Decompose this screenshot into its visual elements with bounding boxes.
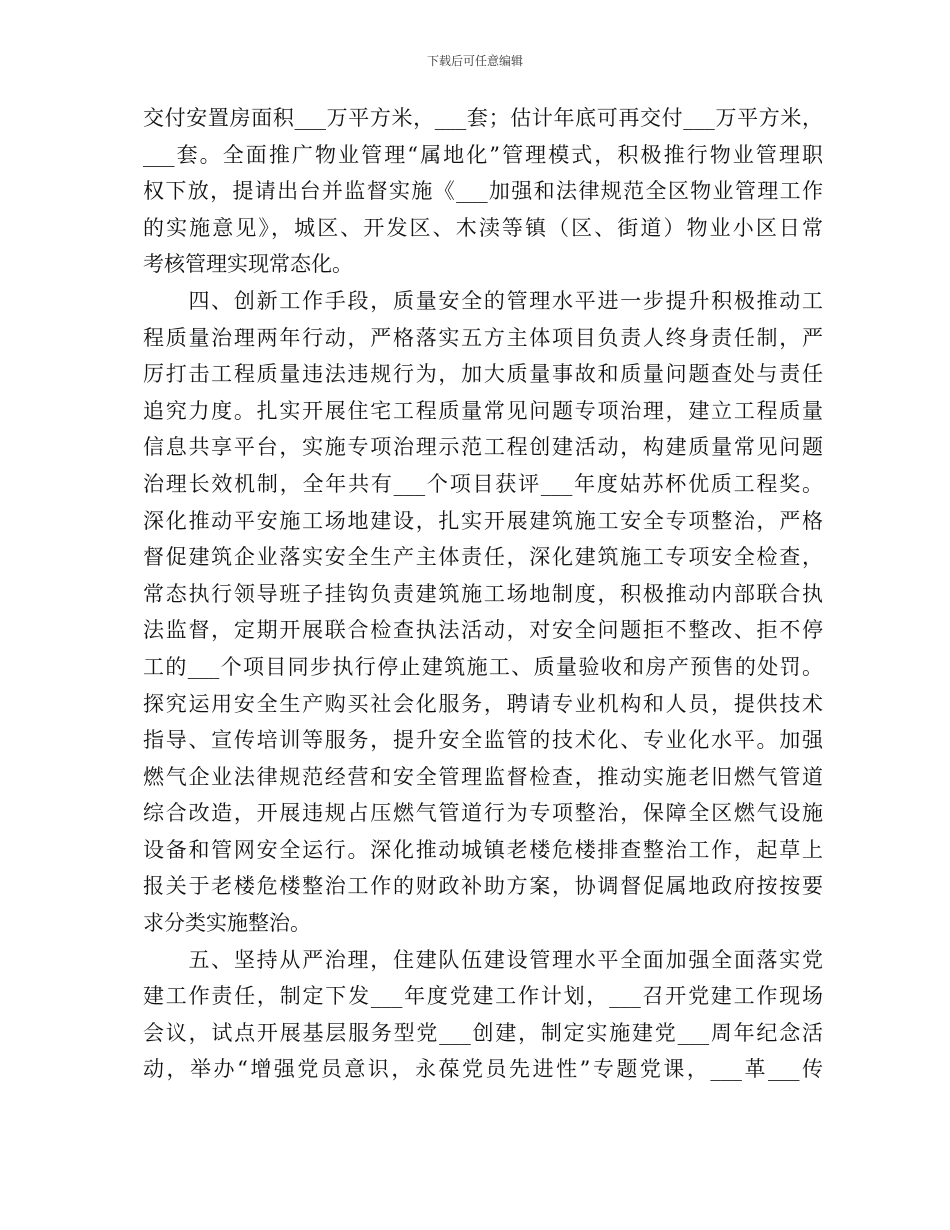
document-body: [143, 100, 823, 1088]
text-line: 燃气企业法律规范经营和安全管理监督检查，推动实施老旧燃气管道: [143, 764, 823, 789]
text-line: 指导、宣传培训等服务，提升安全监管的技术化、专业化水平。加强: [143, 728, 823, 753]
text-line: 常态执行领导班子挂钩负责建筑施工场地制度，积极推动内部联合执: [143, 581, 823, 606]
text-line: 厉打击工程质量违法违规行为，加大质量事故和质量问题查处与责任: [143, 362, 823, 387]
paragraph-2: [143, 283, 823, 942]
text-line: 会议，试点开展基层服务型党___创建，制定实施建党___周年纪念活: [143, 1020, 823, 1045]
text-line: 深化推动平安施工场地建设，扎实开展建筑施工安全专项整治，严格: [143, 508, 823, 533]
text-line: 建工作责任，制定下发___年度党建工作计划，___召开党建工作现场: [143, 984, 823, 1009]
text-line: 设备和管网安全运行。深化推动城镇老楼危楼排查整治工作，起草上: [143, 837, 823, 862]
text-line: 求分类实施整治。: [143, 911, 311, 936]
text-line: 工的___个项目同步执行停止建筑施工、质量验收和房产预售的处罚。: [143, 654, 823, 679]
text-line: 报关于老楼危楼整治工作的财政补助方案，协调督促属地政府按按要: [143, 874, 823, 899]
text-line: 信息共享平台，实施专项治理示范工程创建活动，构建质量常见问题: [143, 435, 823, 460]
text-line: 权下放，提请出台并监督实施《___加强和法律规范全区物业管理工作: [143, 179, 823, 204]
text-line: 四、创新工作手段，质量安全的管理水平进一步提升积极推动工: [143, 288, 823, 313]
text-line: 五、坚持从严治理，住建队伍建设管理水平全面加强全面落实党: [143, 947, 823, 972]
text-line: 交付安置房面积___万平方米，___套；估计年底可再交付___万平方米，: [143, 106, 823, 130]
text-line: 程质量治理两年行动，严格落实五方主体项目负责人终身责任制，严: [143, 325, 823, 350]
page-header: 下载后可任意编辑: [426, 54, 523, 68]
paragraph-3: [143, 942, 823, 1088]
text-line: 的实施意见》，城区、开发区、木渎等镇（区、街道）物业小区日常: [143, 215, 823, 240]
text-line: 督促建筑企业落实安全生产主体责任，深化建筑施工专项安全检查，: [143, 545, 823, 570]
text-line: 追究力度。扎实开展住宅工程质量常见问题专项治理，建立工程质量: [143, 398, 823, 423]
text-line: 考核管理实现常态化。: [143, 252, 353, 277]
text-line: ___套。全面推广物业管理“属地化”管理模式，积极推行物业管理职: [143, 142, 823, 167]
text-line: 综合改造，开展违规占压燃气管道行为专项整治，保障全区燃气设施: [143, 801, 823, 826]
text-line: 治理长效机制，全年共有___个项目获评___年度姑苏杯优质工程奖。: [143, 471, 823, 496]
text-line: 法监督，定期开展联合检查执法活动，对安全问题拒不整改、拒不停: [143, 618, 823, 643]
text-line: 动，举办“增强党员意识，永葆党员先进性”专题党课，___革___传: [143, 1057, 823, 1082]
text-line: 探究运用安全生产购买社会化服务，聘请专业机构和人员，提供技术: [143, 691, 823, 716]
paragraph-1: [143, 100, 823, 283]
